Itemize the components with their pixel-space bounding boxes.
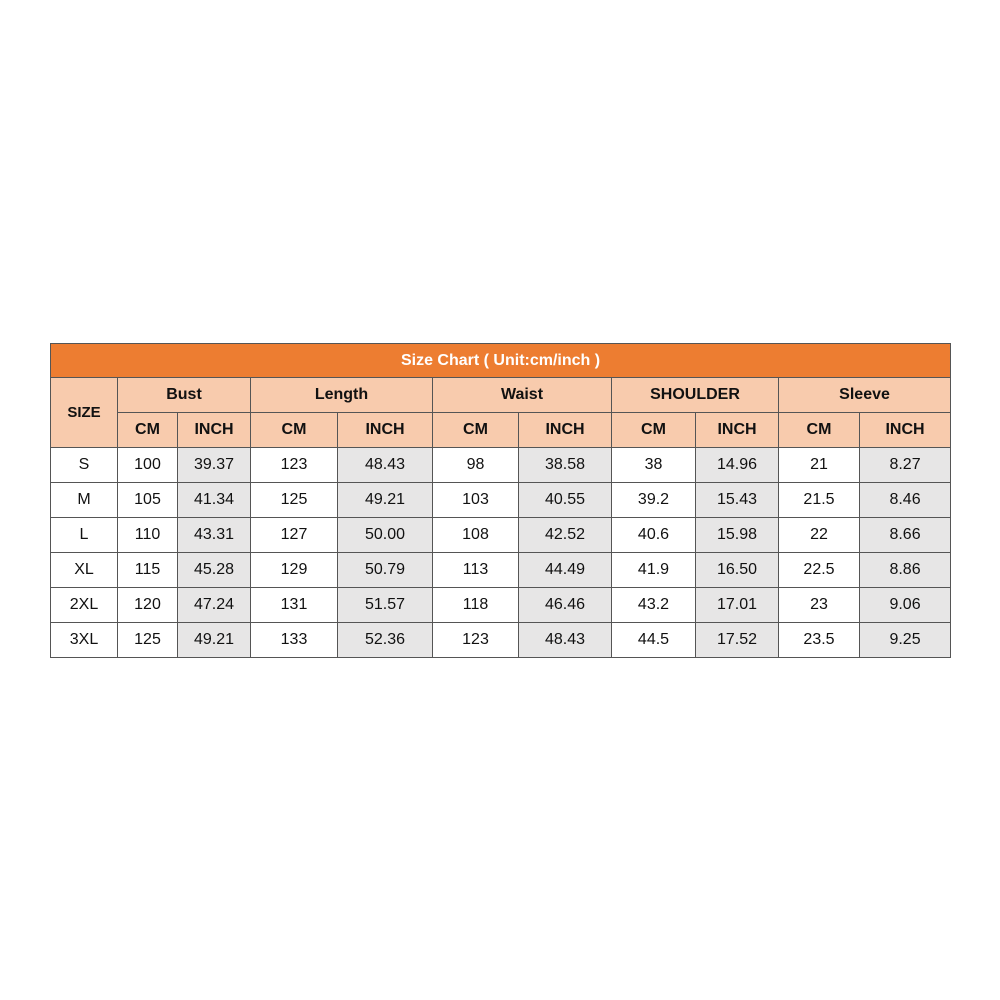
length-inch-cell: 49.21 (338, 483, 433, 518)
shoulder-cm-cell: 40.6 (612, 518, 696, 553)
waist-inch-cell: 40.55 (519, 483, 612, 518)
length-inch-cell: 51.57 (338, 588, 433, 623)
unit-header-cm: CM (251, 413, 338, 448)
group-header-sleeve: Sleeve (779, 378, 951, 413)
length-cm-cell: 125 (251, 483, 338, 518)
bust-inch-cell: 39.37 (178, 448, 251, 483)
bust-inch-cell: 49.21 (178, 623, 251, 658)
sleeve-cm-cell: 21 (779, 448, 860, 483)
sleeve-inch-cell: 9.25 (860, 623, 951, 658)
unit-header-cm: CM (779, 413, 860, 448)
sleeve-cm-cell: 21.5 (779, 483, 860, 518)
waist-cm-cell: 108 (433, 518, 519, 553)
unit-header-cm: CM (433, 413, 519, 448)
waist-inch-cell: 48.43 (519, 623, 612, 658)
shoulder-inch-cell: 17.52 (696, 623, 779, 658)
size-cell: 3XL (51, 623, 118, 658)
shoulder-inch-cell: 15.43 (696, 483, 779, 518)
waist-inch-cell: 38.58 (519, 448, 612, 483)
shoulder-cm-cell: 38 (612, 448, 696, 483)
shoulder-inch-cell: 14.96 (696, 448, 779, 483)
bust-inch-cell: 43.31 (178, 518, 251, 553)
unit-header-inch: INCH (338, 413, 433, 448)
table-row (51, 553, 951, 588)
waist-cm-cell: 98 (433, 448, 519, 483)
size-cell: 2XL (51, 588, 118, 623)
shoulder-inch-cell: 15.98 (696, 518, 779, 553)
length-cm-cell: 123 (251, 448, 338, 483)
size-cell: M (51, 483, 118, 518)
shoulder-inch-cell: 17.01 (696, 588, 779, 623)
length-inch-cell: 48.43 (338, 448, 433, 483)
table-row (51, 623, 951, 658)
shoulder-cm-cell: 43.2 (612, 588, 696, 623)
unit-header-inch: INCH (696, 413, 779, 448)
sleeve-inch-cell: 8.66 (860, 518, 951, 553)
length-cm-cell: 133 (251, 623, 338, 658)
bust-cm-cell: 110 (118, 518, 178, 553)
bust-inch-cell: 41.34 (178, 483, 251, 518)
bust-inch-cell: 45.28 (178, 553, 251, 588)
sleeve-inch-cell: 9.06 (860, 588, 951, 623)
waist-cm-cell: 103 (433, 483, 519, 518)
length-inch-cell: 50.00 (338, 518, 433, 553)
length-cm-cell: 131 (251, 588, 338, 623)
unit-header-cm: CM (612, 413, 696, 448)
table-row (51, 518, 951, 553)
bust-cm-cell: 100 (118, 448, 178, 483)
size-chart-table (50, 343, 951, 658)
sleeve-inch-cell: 8.27 (860, 448, 951, 483)
length-inch-cell: 52.36 (338, 623, 433, 658)
sleeve-cm-cell: 22 (779, 518, 860, 553)
shoulder-cm-cell: 44.5 (612, 623, 696, 658)
shoulder-inch-cell: 16.50 (696, 553, 779, 588)
size-cell: L (51, 518, 118, 553)
table-row (51, 448, 951, 483)
length-cm-cell: 129 (251, 553, 338, 588)
waist-inch-cell: 46.46 (519, 588, 612, 623)
waist-cm-cell: 123 (433, 623, 519, 658)
chart-title: Size Chart ( Unit:cm/inch ) (51, 344, 951, 378)
table-row (51, 588, 951, 623)
sleeve-inch-cell: 8.86 (860, 553, 951, 588)
group-header-length: Length (251, 378, 433, 413)
waist-cm-cell: 113 (433, 553, 519, 588)
table-row (51, 483, 951, 518)
unit-header-inch: INCH (860, 413, 951, 448)
group-header-bust: Bust (118, 378, 251, 413)
shoulder-cm-cell: 39.2 (612, 483, 696, 518)
group-header-shoulder: SHOULDER (612, 378, 779, 413)
waist-cm-cell: 118 (433, 588, 519, 623)
sleeve-cm-cell: 23 (779, 588, 860, 623)
length-inch-cell: 50.79 (338, 553, 433, 588)
waist-inch-cell: 44.49 (519, 553, 612, 588)
unit-header-inch: INCH (178, 413, 251, 448)
sleeve-cm-cell: 23.5 (779, 623, 860, 658)
length-cm-cell: 127 (251, 518, 338, 553)
bust-cm-cell: 115 (118, 553, 178, 588)
shoulder-cm-cell: 41.9 (612, 553, 696, 588)
size-cell: S (51, 448, 118, 483)
group-header-waist: Waist (433, 378, 612, 413)
unit-header-cm: CM (118, 413, 178, 448)
bust-cm-cell: 125 (118, 623, 178, 658)
sleeve-inch-cell: 8.46 (860, 483, 951, 518)
bust-cm-cell: 105 (118, 483, 178, 518)
size-column-header: SIZE (51, 378, 118, 448)
bust-cm-cell: 120 (118, 588, 178, 623)
sleeve-cm-cell: 22.5 (779, 553, 860, 588)
bust-inch-cell: 47.24 (178, 588, 251, 623)
unit-header-inch: INCH (519, 413, 612, 448)
waist-inch-cell: 42.52 (519, 518, 612, 553)
size-cell: XL (51, 553, 118, 588)
